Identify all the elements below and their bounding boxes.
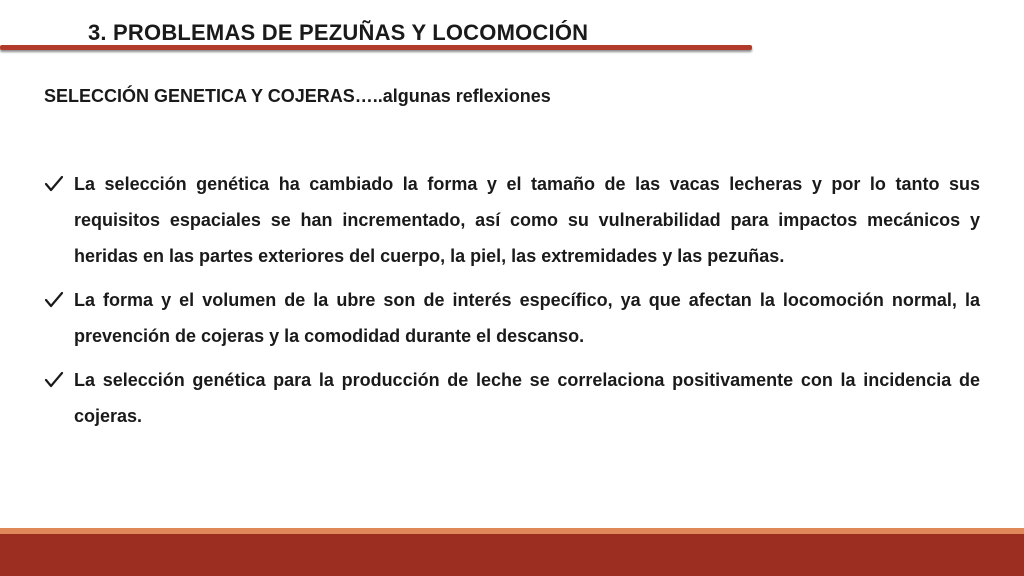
bullet-item [44, 282, 980, 354]
checkmark-icon [44, 291, 64, 309]
bullet-item [44, 166, 980, 274]
slide-title: 3. PROBLEMAS DE PEZUÑAS Y LOCOMOCIÓN [88, 20, 589, 45]
title-underline [0, 45, 752, 50]
checkmark-icon [44, 371, 64, 389]
checkmark-icon [44, 175, 64, 193]
bullet-item [44, 362, 980, 434]
slide-subtitle: SELECCIÓN GENETICA Y COJERAS…..algunas reflexiones [44, 86, 551, 106]
bullet-text: La forma y el volumen de la ubre son de interés específico, ya que afectan la locomoción normal, la prevención de cojeras y la comodidad durante el descanso. [74, 290, 980, 346]
bullet-text: La selección genética para la producción de leche se correlaciona positivamente con la incidencia de cojeras. [74, 370, 980, 426]
bullet-text: La selección genética ha cambiado la forma y el tamaño de las vacas lecheras y por lo tanto sus requisitos espaciales se han incrementado, así como su vulnerabilidad para impactos mecánicos y heridas en las partes exteriores del cuerpo, la piel, las extremidades y las pezuñas. [74, 174, 980, 266]
bullet-list [44, 166, 980, 442]
footer-band [0, 534, 1024, 576]
